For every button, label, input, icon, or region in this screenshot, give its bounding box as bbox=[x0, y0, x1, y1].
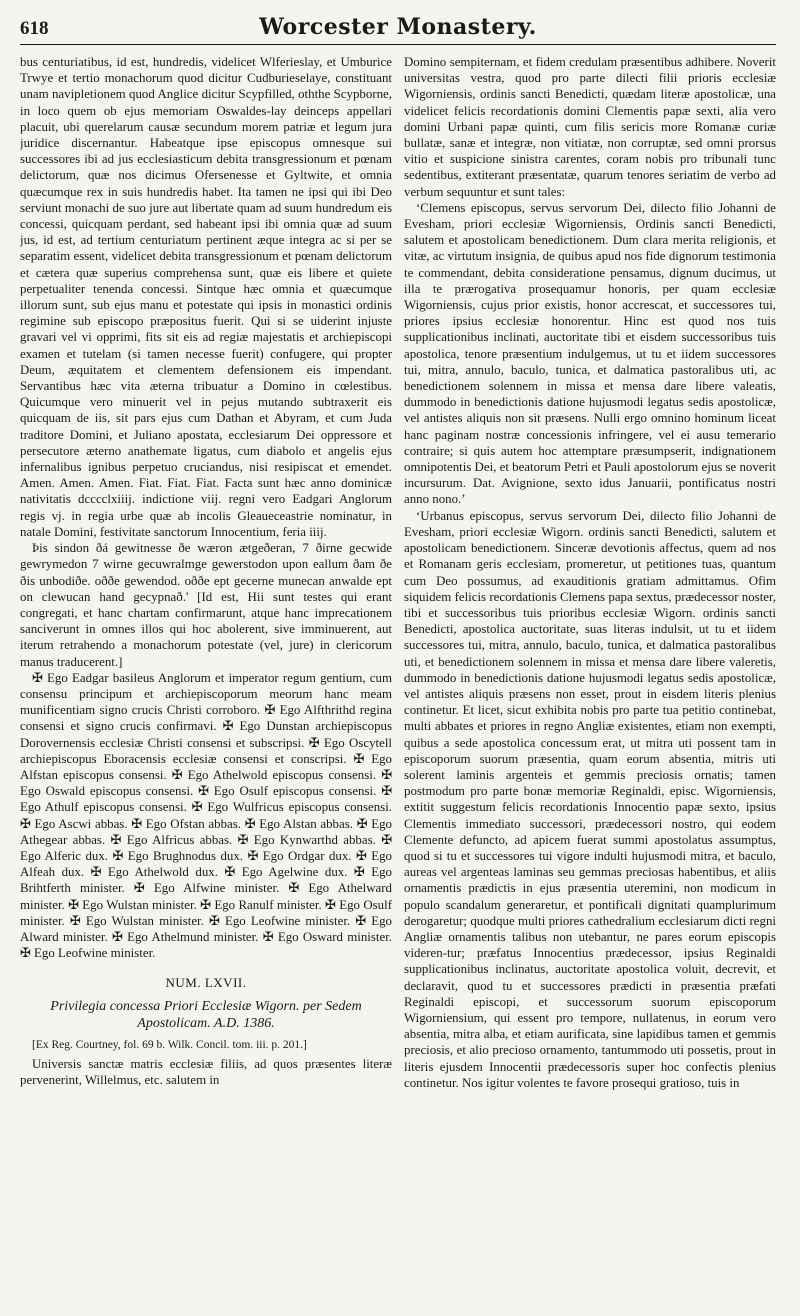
witness-list: ✠ Ego Eadgar basileus Anglorum et imperator regum gentium, cum consensu principum et archiepiscoporum meorum hanc meam munificentiam signo crucis Christi corroboro. ✠ Ego Alfthrithd regina consensi et signo crucis confirmavi. ✠ Ego Dunstan archiepiscopus Dorovernensis ecclesiæ Christi consensi et subscripsi. ✠ Ego Oscytell archiepiscopus Eboracensis ecclesiæ consensi et conscripsi. ✠ Ego Alfstan episcopus consensi. ✠ Ego Athelwold episcopus consensi. ✠ Ego Oswald episcopus consensi. ✠ Ego Osulf episcopus consensi. ✠ Ego Athulf episcopus consensi. ✠ Ego Wulfricus episcopus consensi. ✠ Ego Ascwi abbas. ✠ Ego Ofstan abbas. ✠ Ego Alstan abbas. ✠ Ego Athegear abbas. ✠ Ego Alfricus abbas. ✠ Ego Kynwarthd abbas. ✠ Ego Alferic dux. ✠ Ego Brughnodus dux. ✠ Ego Ordgar dux. ✠ Ego Alfeah dux. ✠ Ego Athelwold dux. ✠ Ego Agelwine dux. ✠ Ego Brihtferth minister. ✠ Ego Alfwine minister. ✠ Ego Athelward minister. ✠ Ego Wulstan minister. ✠ Ego Ranulf minister. ✠ Ego Osulf minister. ✠ Ego Wulstan minister. ✠ Ego Leofwine minister. ✠ Ego Alward minister. ✠ Ego Athelmund minister. ✠ Ego Osward minister. ✠ Ego Leofwine minister. bbox=[20, 670, 392, 961]
urbanus-letter: ‘Urbanus episcopus, servus servorum Dei, dilecto filio Johanni de Evesham, priori ecclesiæ Wigorn. ordinis sancti Benedicti, salutem et apostolicam benedictionem. Sinceræ devotionis affectus, quem ad nos et Romanam geris ecclesiam, promeretur, ut petitiones tuas, quantum cum Deo possumus, ad exauditionis gratiam admittamus. Ofim siquidem felicis recordationis Clemens papa sextus, prædecessor noster, tibi et successoribus tuis prioribus ecclesiæ Wigorn. ordinis sancti Benedicti, apostolica auctoritate, suas literas indulsit, ut tu et iidem successores tui, mitra, annulo, baculo, tunica, et dalmatica pastoralibus uti, et benedictionem solennem in missa et mensa dare libere valeretis, dummodo in benedictionis datione hujusmodi legatus sedis apostolicæ, vel antistes aliquis præsens non esset, prout in eisdem literis plenius continetur. Et licet, sicut exhibita nobis pro parte tua petitio continebat, multi abbates et priores in regno Angliæ existentes, etiam non exempti, quibus a sede apostolica concessum erat, ut mitra uti possent tam in episcoporum suorum præsentia, quam eorum absentia, mitris uti solerent laminis argenteis et gemmis preciosis ornatis; tamen postmodum pro parte bonæ memoriæ Reginaldi, episc. Wigorniensis, extitit suggestum felicis recordationis Innocentio papæ sexto, ipsius Clementis immediato successori, prædecessori nostro, qui eodem Clemente defuncto, ad apicem fuerat summi apostolatus assumptus, quod si tu et successores tui vigore indulti hujusmodi mitra, et baculo, aureas vel argenteas laminas seu gemmas preciosas habentibus, et aliis ornamentis prædictis in ejus præsentia uteremini, non modicum in populo scandalum generaretur, et pontificali dignitati quamplurimum derogaretur; quodque multi priores cathedralium ecclesiarum dicti regni Angliæ ornamentis talibus non utebantur, ne pares eorum episcopis videren-tur; præfatus Innocentius prædecessor, ipsius Reginaldi supplicationibus inclinatus, auctoritate apostolica voluit, decrevit, et declaravit, quod tu et successores prædicti in præsentia præfati Reginaldi episcopi, et successorum suorum episcoporum Wigorniensium, qui essent pro tempore, nullatenus, in eorum vero absentia, mitra alba, et etiam aurificata, sine lapidibus tamen et gemmis preciosis, et alio precioso ornamento, tantummodo uti possetis, prout in literis ejusdem Innocentii prædecessoris super hoc confectis plenius continetur. Nos igitur volentes te favore prosequi gratioso, tuis in bbox=[404, 508, 776, 1090]
left-column bbox=[20, 54, 392, 1302]
clemens-letter: ‘Clemens episcopus, servus servorum Dei, dilecto filio Johanni de Evesham, priori ecclesiæ Wigorniensis, Ordinis sancti Benedicti, salutem et apostolicam benedictionem. Dum clara merita religionis, et vitæ, ac virtutum insignia, de quibus apud nos fide dignorum testimonia te commendant, debita consideratione pensamus, dignum ducimus, ut illa te prærogativa prosequamur honoris, per quam ecclesiæ Wigorniensis, cujus prior existis, honor accrescat, et successores tui, priores ipsius ecclesiæ honorentur. Hinc est quod nos tuis supplicationibus inclinati, auctoritate tibi et eisdem successoribus tuis apostolica, tenore præsentium indulgemus, ut tu et iidem successores tui, mitra, annulo, baculo, tunica, et dalmatica pastoralibus uti, ac benedictionem solennem in missa et mensa dare libere valeatis, dummodo in benedictionis datione hujusmodi legatus sedis apostolicæ, vel antistes aliquis non sit præsens. Nulli ergo omnino hominum liceat hanc paginam nostræ concessionis infringere, vel ei ausu temerario contraire; si quis autem hoc attemptare præsumpserit, indignationem omnipotentis Dei, et beatorum Petri et Pauli apostolorum ejus se noverit incursurum. Dat. Avignione, sexto idus Januarii, pontificatus nostri anno nono.’ bbox=[404, 200, 776, 507]
document-number-heading: NUM. LXVII. bbox=[165, 975, 247, 991]
document-title: Privilegia concessa Priori Ecclesiæ Wigorn. per Sedem Apostolicam. A.D. 1386. bbox=[50, 998, 362, 1031]
document-body-intro: Domino sempiternam, et fidem credulam præsentibus adhibere. Noverit universitas vestra, quod pro parte dilecti filii prioris ecclesiæ Wigorniensis, ordinis sancti Benedicti, quædam literæ apostolicæ, una videlicet felicis recordationis domini Clementis papæ sexti, alia vero domini Urbani papæ quinti, cum filis sericis more Romanæ curiæ bullatæ, sanæ et integræ, non vitiatæ, non corruptæ, sed omni prorsus vitio et suspicione sinistra carentes, coram nobis pro tribunali tunc sedentibus, extiterant præsentatæ, quarum tenores seriatim de verbo ad verbum sequuntur et sunt tales: bbox=[404, 55, 776, 199]
page-header bbox=[20, 12, 776, 45]
page-number: 618 bbox=[20, 18, 49, 39]
old-english-witness-clause: Þis sindon ðá gewitnesse ðe wæron ætgeðeran, 7 ðirne gecwide gewrymedon 7 wirne gecuwralmge gewerstodon upon eallum ðam ðe ðis unbodiðe. oððe gewendod. oððe ept gecerne munecan anwalde ept on clewucan hand gecypnað.' [Id est, Hii sunt testes qui erant congregati, et hanc chartam confirmarunt, atque hanc imprecationem sanciverunt in omnes illos qui hoc abolerent, sive imminuerent, aut iterum retrahendo a monachorum potestate (vel, jure) in clericorum manus traducerent.] bbox=[20, 541, 392, 669]
document-opening: Universis sanctæ matris ecclesiæ filiis, ad quos præsentes literæ pervenerint, Willelmus, etc. salutem in bbox=[20, 1057, 392, 1088]
running-title: Worcester Monastery. bbox=[259, 14, 537, 40]
right-column bbox=[404, 54, 776, 1302]
charter-text-continuation: bus centuriatibus, id est, hundredis, videlicet Wlferieslay, et Umburice Trwye et tertio monachorum quod dicitur Cudburieselaye, constituant unam navipletionem quod Anglice dicitur Scypfilled, oththe Scypborne, in loco quem ob ejus memoriam Oswaldes-lay deinceps appellari placuit, ubi querelarum causæ secundum morem patriæ et legum jura juridice discernantur. Habeatque ipse episcopus omnesque sui successores ibi ad jus ecclesiasticum debita transgressionum et pœnam delictorum, quæ nos dicimus Ofersenesse et Gyltwite, et omnia quæcumque rex in suis hundredis habet. Ita tamen ne ipsi qui ibi Deo serviunt monachi de suo jure aut libertate quam ad suum hundredum eis concessi, quicquam perdant, sed habeant ipsi ibi omnia quæ ad suum jus, id est, ad tertium centuriatum pertinent æque integra ac si per se separatim essent, videlicet debita transgressionum et pœnam delictorum et cætera quæ superius comprehensa sunt, quæ eis libere et quiete perpetualiter tenenda concessi. Sintque hæc omnia et quæcumque illorum sunt, sub ejus manu et potestate qui ipsis in monastici ordinis regimine sub episcopo præpositus fuerit. Qui si se uiderint injuste gravari vel vi opprimi, fits sit eis ad regiæ majestatis et archiepiscopi examen et tutelam (si tamen necesse fuerit) confugere, qui propter Deum, æquitatem et clementem defensionem eis impendant. Servantibus hæc vita æterna tribuatur a Domino in cœlestibus. Quicumque vero minuerit vel in pejus mutando subtraxerit eis quicquam de iis, sit pars ejus cum Dathan et Abyram, et cum Juda traditore Domini, et Juliano apostata, ecclesiarum Dei oppressore et persecutore æterno anathemate ligatus, cum diabolo et angelis ejus infernalibus ignibus perpetuo cruciandus, nisi resipiscat et emendet. Amen. Amen. Amen. Fiat. Fiat. Fiat. Facta sunt hæc anno dominicæ nativitatis dcccclxiiij. indictione viij. regni vero Eadgari Anglorum regis vj. in regia urbe quæ ab incolis Gleaueceastrie nominatur, in natale Domini, festivitate sanctorum Innocentium, feria iiij. bbox=[20, 55, 392, 539]
source-reference: [Ex Reg. Courtney, fol. 69 b. Wilk. Concil. tom. iii. p. 201.] bbox=[32, 1038, 307, 1051]
